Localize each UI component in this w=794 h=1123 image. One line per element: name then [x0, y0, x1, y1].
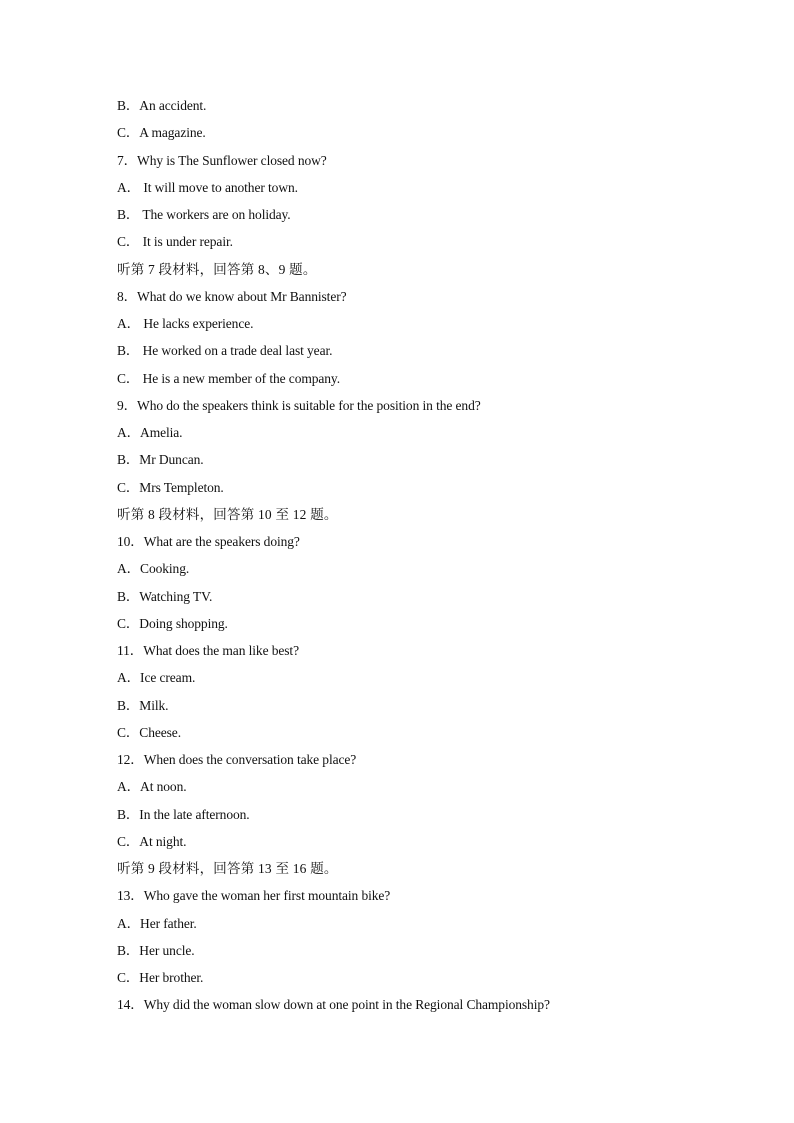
question-stem: 7．Why is The Sunflower closed now?	[117, 152, 327, 168]
section-instruction: 听第 9 段材料，回答第 13 至 16 题。	[117, 861, 338, 876]
question-list	[117, 92, 757, 1019]
answer-option: C．Cheese.	[117, 724, 181, 740]
section-instruction: 听第 8 段材料，回答第 10 至 12 题。	[117, 506, 338, 522]
question-stem: 8．What do we know about Mr Bannister?	[117, 288, 347, 304]
answer-option: B．In the late afternoon.	[117, 806, 250, 822]
question-stem: 10．What are the speakers doing?	[117, 534, 300, 549]
answer-option: B．Milk.	[117, 697, 169, 713]
answer-option: B．Mr Duncan.	[117, 452, 204, 468]
answer-option: C．Mrs Templeton.	[117, 479, 224, 495]
question-stem: 11．What does the man like best?	[117, 643, 299, 658]
answer-option: A．Cooking.	[117, 561, 190, 577]
question-stem: 13．Who gave the woman her first mountain bike?	[117, 888, 391, 904]
answer-option: B．Her uncle.	[117, 942, 195, 958]
answer-option: B． He worked on a trade deal last year.	[117, 343, 333, 359]
answer-option: C． He is a new member of the company.	[117, 370, 340, 386]
answer-option: A． It will move to another town.	[117, 179, 298, 195]
question-stem: 9．Who do the speakers think is suitable for the position in the end?	[117, 397, 481, 413]
question-stem: 14．Why did the woman slow down at one point in the Regional Championship?	[117, 997, 550, 1013]
answer-option: B．An accident.	[117, 98, 207, 113]
document-page	[117, 92, 757, 1019]
answer-option: A．Her father.	[117, 915, 197, 931]
answer-option: C． It is under repair.	[117, 234, 233, 250]
answer-option: A．At noon.	[117, 779, 187, 795]
answer-option: A． He lacks experience.	[117, 316, 254, 331]
answer-option: C．Her brother.	[117, 970, 204, 985]
answer-option: C．At night.	[117, 833, 187, 849]
answer-option: A．Amelia.	[117, 425, 183, 440]
answer-option: C．Doing shopping.	[117, 615, 228, 631]
answer-option: A．Ice cream.	[117, 670, 196, 686]
answer-option: C．A magazine.	[117, 125, 206, 141]
answer-option: B． The workers are on holiday.	[117, 207, 291, 222]
section-instruction: 听第 7 段材料，回答第 8、9 题。	[117, 261, 317, 277]
question-stem: 12．When does the conversation take place?	[117, 752, 357, 767]
answer-option: B．Watching TV.	[117, 588, 213, 604]
